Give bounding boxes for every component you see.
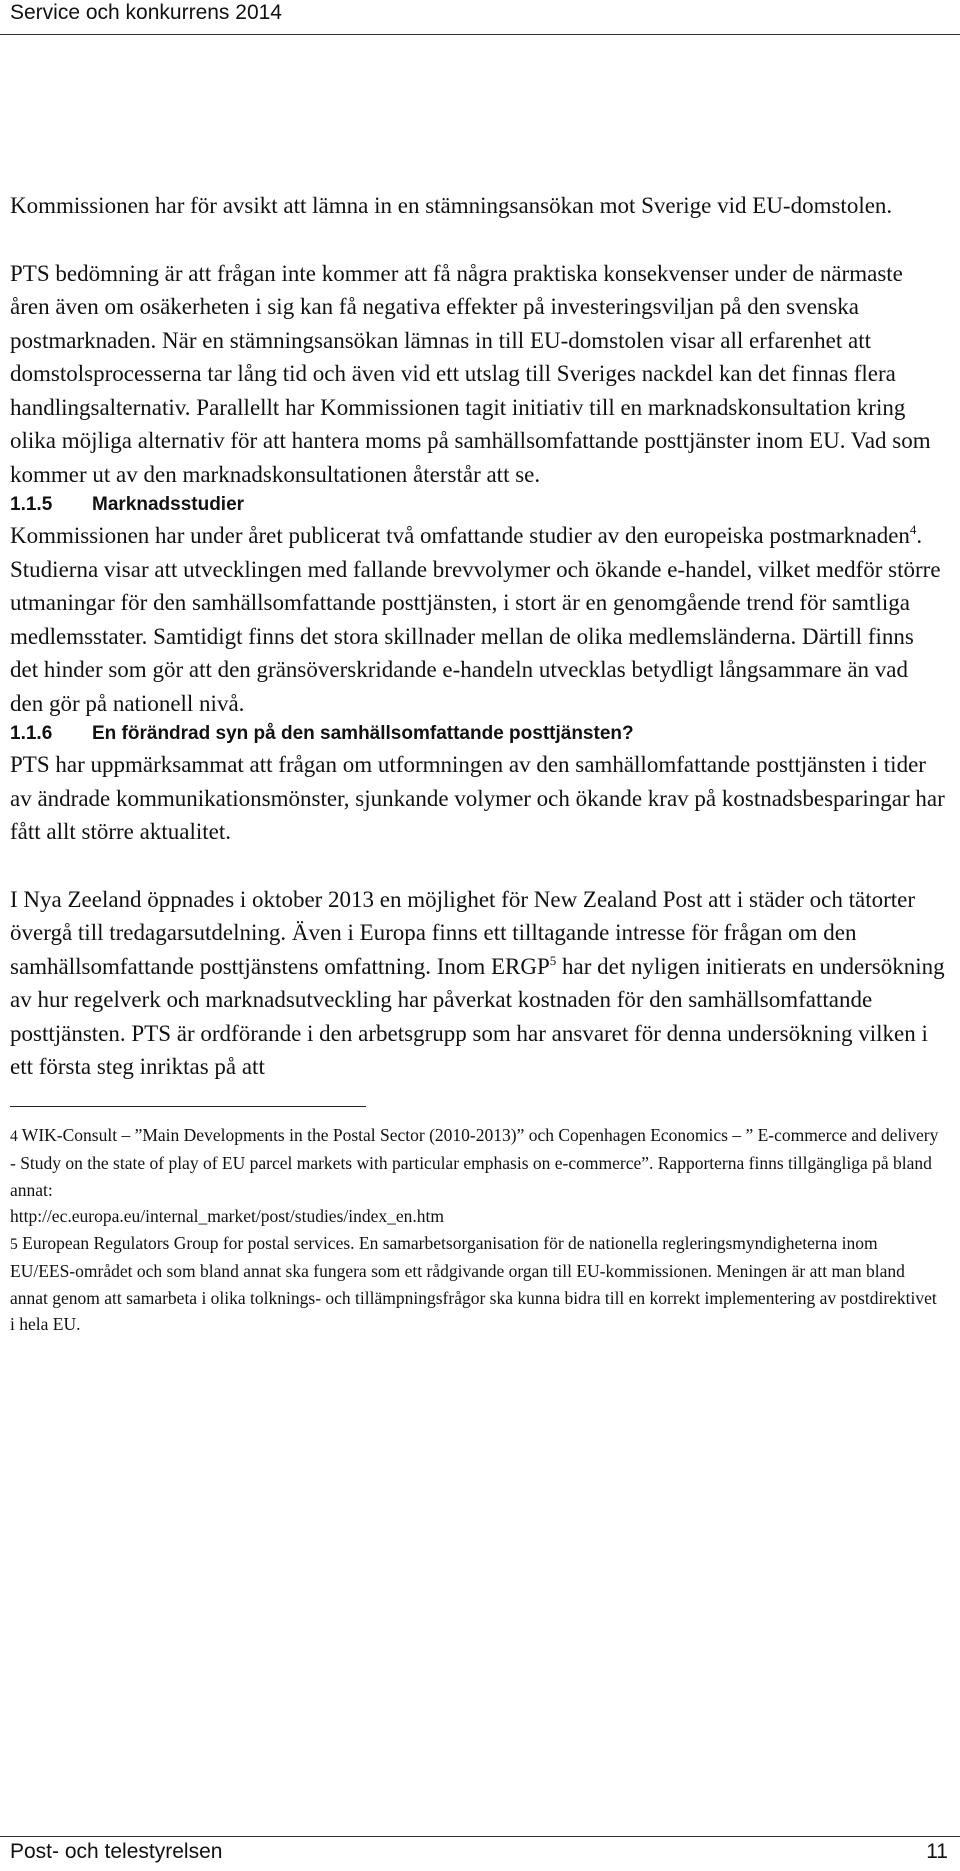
footnote-ref[interactable]: 4 bbox=[909, 522, 917, 537]
footnote bbox=[10, 1230, 945, 1338]
section-heading bbox=[10, 720, 945, 748]
paragraph-text: Kommissionen har under året publicerat två omfattande studier av den europeiska postmarknaden bbox=[10, 523, 910, 548]
running-header: Service och konkurrens 2014 bbox=[10, 1, 282, 24]
footnote bbox=[10, 1122, 945, 1230]
footer-divider bbox=[0, 1836, 960, 1837]
paragraph-text: har det nyligen initierats en undersökning av hur regelverk och marknadsutveckling har påverkat kostnaden för den samhällsomfattande posttjänsten. PTS är ordförande i den arbetsgrupp som har ansvaret för denna undersökning vilken i ett första steg inriktas på att bbox=[10, 953, 945, 1079]
footnote-number: 4 bbox=[10, 1127, 18, 1145]
section-title: En förändrad syn på den samhällsomfattande posttjänsten? bbox=[92, 723, 634, 744]
footnote-link[interactable]: http://ec.europa.eu/internal_market/post/studies/index_en.htm bbox=[10, 1206, 444, 1226]
section-number: 1.1.6 bbox=[10, 723, 53, 744]
paragraph bbox=[10, 883, 945, 1084]
footnote-number: 5 bbox=[10, 1235, 18, 1253]
paragraph: Kommissionen har för avsikt att lämna in en stämningsansökan mot Sverige vid EU-domstolen. bbox=[10, 193, 893, 218]
paragraph-text: I Nya Zeeland öppnades i oktober 2013 en möjlighet för New Zealand Post att i städer och tätorter övergå till tredagarsutdelning. Även i Europa finns ett tilltagande intresse för frågan om den samhällsomfattande posttjänstens omfattning. Inom ERGP bbox=[10, 886, 916, 979]
paragraph-text: . Studierna visar att utvecklingen med fallande brevvolymer och ökande e-handel, vilket medför större utmaningar för den samhällsomfattande posttjänsten, i stort är en genomgående trend för samtliga medlemsstater. Samtidigt finns det stora skillnader mellan de olika medlemsländerna. Därtill finns det hinder som gör att den gränsöverskridande e-handeln utvecklas betydligt långsammare än vad den gör på nationell nivå. bbox=[10, 523, 941, 716]
paragraph: PTS bedömning är att frågan inte kommer att få några praktiska konsekvenser under de närmaste åren även om osäkerheten i sig kan få negativa effekter på investeringsviljan på den svenska postmarknaden. När en stämningsansökan lämnas in till EU-domstolen visar all erfarenhet att domstolsprocesserna tar lång tid och även vid ett utslag till Sveriges nackdel kan det finnas flera handlingsalternativ. Parallellt har Kommissionen tagit initiativ till en marknadskonsultation kring olika möjliga alternativ för att hantera moms på samhällsomfattande posttjänster inom EU. Vad som kommer ut av den marknadskonsultationen återstår att se. bbox=[10, 260, 931, 487]
footnote-divider bbox=[10, 1106, 366, 1107]
footnote-ref[interactable]: 5 bbox=[549, 952, 557, 968]
section-title: Marknadsstudier bbox=[92, 494, 245, 515]
footnotes bbox=[10, 1122, 945, 1338]
paragraph: PTS har uppmärksammat att frågan om utformningen av den samhällomfattande posttjänsten i tider av ändrade kommunikationsmönster, sjunkande volymer och ökande krav på kostnadsbesparingar har fått allt större aktualitet. bbox=[10, 752, 945, 844]
footer-publisher: Post- och telestyrelsen bbox=[10, 1840, 223, 1863]
page-body bbox=[10, 189, 945, 1338]
page-number: 11 bbox=[926, 1840, 948, 1863]
paragraph bbox=[10, 519, 945, 720]
footnote-text: WIK-Consult – ”Main Developments in the Postal Sector (2010-2013)” och Copenhagen Economics – ” E-commerce and delivery - Study on the state of play of EU parcel markets with particular emphasis on e-commerce”. Rapporterna finns tillgängliga på bland annat: bbox=[10, 1124, 939, 1200]
section-number: 1.1.5 bbox=[10, 494, 53, 515]
section-heading bbox=[10, 491, 945, 519]
footnote-text: European Regulators Group for postal services. En samarbetsorganisation för de nationella regleringsmyndigheterna inom EU/EES-området och som bland annat ska fungera som ett rådgivande organ till EU-kommissionen. Meningen är att man bland annat genom att samarbeta i olika tolknings- och tillämpningsfrågor ska kunna bidra till en korrekt implementering av postdirektivet i hela EU. bbox=[10, 1232, 937, 1334]
header-divider bbox=[0, 34, 960, 35]
